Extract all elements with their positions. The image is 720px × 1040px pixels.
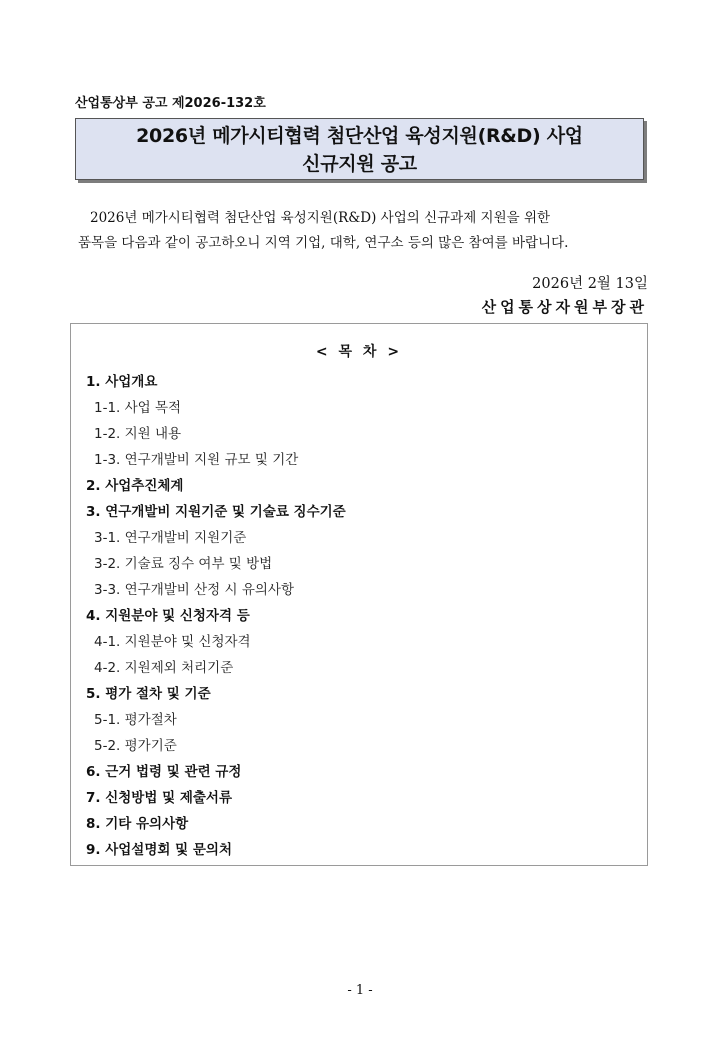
issuer: 산업통상자원부장관 [481, 298, 648, 316]
title-line-1: 2026년 메가시티협력 첨단산업 육성지원(R&D) 사업 [136, 125, 583, 147]
toc-item: 6. 근거 법령 및 관련 규정 [86, 764, 242, 780]
intro-line-1: 2026년 메가시티협력 첨단산업 육성지원(R&D) 사업의 신규과제 지원을 위한 [90, 210, 551, 226]
toc-list [86, 369, 346, 863]
toc-item: 3. 연구개발비 지원기준 및 기술료 징수기준 [86, 504, 346, 520]
notice-date: 2026년 2월 13일 [532, 276, 648, 292]
toc-item: 3-1. 연구개발비 지원기준 [94, 530, 247, 546]
toc-item: 2. 사업추진체계 [86, 478, 184, 494]
notice-number: 산업통상부 공고 제2026-132호 [75, 96, 266, 111]
toc-item: 1. 사업개요 [86, 374, 158, 390]
intro-line-2: 품목을 다음과 같이 공고하오니 지역 기업, 대학, 연구소 등의 많은 참여를 바랍니다. [78, 235, 569, 251]
intro-paragraph [78, 206, 650, 256]
toc-item: 9. 사업설명회 및 문의처 [86, 842, 232, 858]
toc-item: 8. 기타 유의사항 [86, 816, 189, 832]
title-box [75, 118, 644, 180]
page-number: - 1 - [347, 983, 373, 998]
toc-title: < 목 차 > [315, 344, 403, 360]
toc-item: 1-3. 연구개발비 지원 규모 및 기간 [94, 452, 299, 468]
toc-item: 5-2. 평가기준 [94, 738, 177, 754]
toc-item: 3-3. 연구개발비 산정 시 유의사항 [94, 582, 294, 598]
toc-item: 4-2. 지원제외 처리기준 [94, 660, 234, 676]
toc-item: 1-1. 사업 목적 [94, 400, 182, 416]
table-of-contents [70, 323, 648, 866]
toc-item: 7. 신청방법 및 제출서류 [86, 790, 232, 806]
toc-item: 5-1. 평가절차 [94, 712, 177, 728]
toc-item: 4-1. 지원분야 및 신청자격 [94, 634, 251, 650]
toc-item: 3-2. 기술료 징수 여부 및 방법 [94, 556, 273, 572]
toc-item: 4. 지원분야 및 신청자격 등 [86, 608, 250, 624]
toc-item: 1-2. 지원 내용 [94, 426, 182, 442]
title-line-2: 신규지원 공고 [302, 153, 417, 175]
toc-item: 5. 평가 절차 및 기준 [86, 686, 211, 702]
